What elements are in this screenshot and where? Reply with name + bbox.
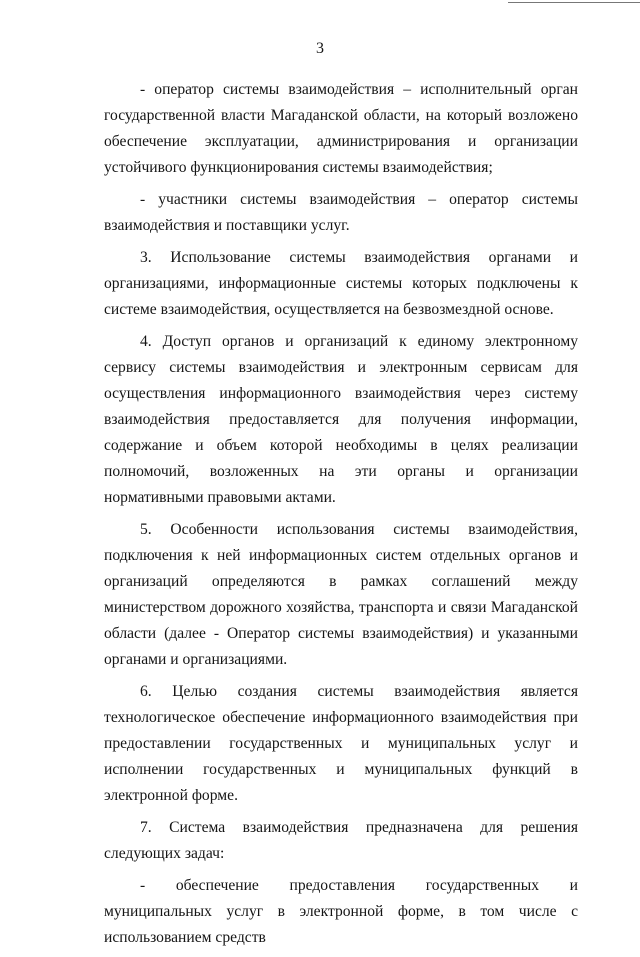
- paragraph-item-4: 4. Доступ органов и организаций к единому электронному сервису системы взаимодействия и электронным сервисам для осуществления информационного взаимодействия через систему взаимодействия предоставляется для получения информации, содержание и объем которой необходимы в целях реализации полномочий, возложенных на эти органы и организации нормативными правовыми актами.: [104, 333, 578, 506]
- paragraph-operator-definition: - оператор системы взаимодействия – исполнительный орган государственной власти Магаданской области, на который возложено обеспечение эксплуатации, администрирования и организации устойчивого функционирования системы взаимодействия;: [104, 81, 578, 176]
- page-number: 3: [316, 40, 324, 57]
- paragraph-task-1: - обеспечение предоставления государственных и муниципальных услуг в электронной форме, в том числе с использованием средств: [104, 877, 578, 946]
- top-edge-rule: [508, 2, 640, 3]
- paragraph-item-5: 5. Особенности использования системы взаимодействия, подключения к ней информационных систем отдельных органов и организаций определяются в рамках соглашений между министерством дорожного хозяйства, транспорта и связи Магаданской области (далее - Оператор системы взаимодействия) и указанными органами и организациями.: [104, 521, 578, 668]
- paragraph-item-6: 6. Целью создания системы взаимодействия является технологическое обеспечение информационного взаимодействия при предоставлении государственных и муниципальных услуг и исполнении государственных и муниципальных функций в электронной форме.: [104, 683, 578, 804]
- paragraph-item-7: 7. Система взаимодействия предназначена для решения следующих задач:: [104, 819, 578, 862]
- document-body: [104, 77, 578, 957]
- paragraph-item-3: 3. Использование системы взаимодействия органами и организациями, информационные системы которых подключены к системе взаимодействия, осуществляется на безвозмездной основе.: [104, 249, 578, 318]
- paragraph-participants-definition: - участники системы взаимодействия – оператор системы взаимодействия и поставщики услуг.: [104, 191, 578, 234]
